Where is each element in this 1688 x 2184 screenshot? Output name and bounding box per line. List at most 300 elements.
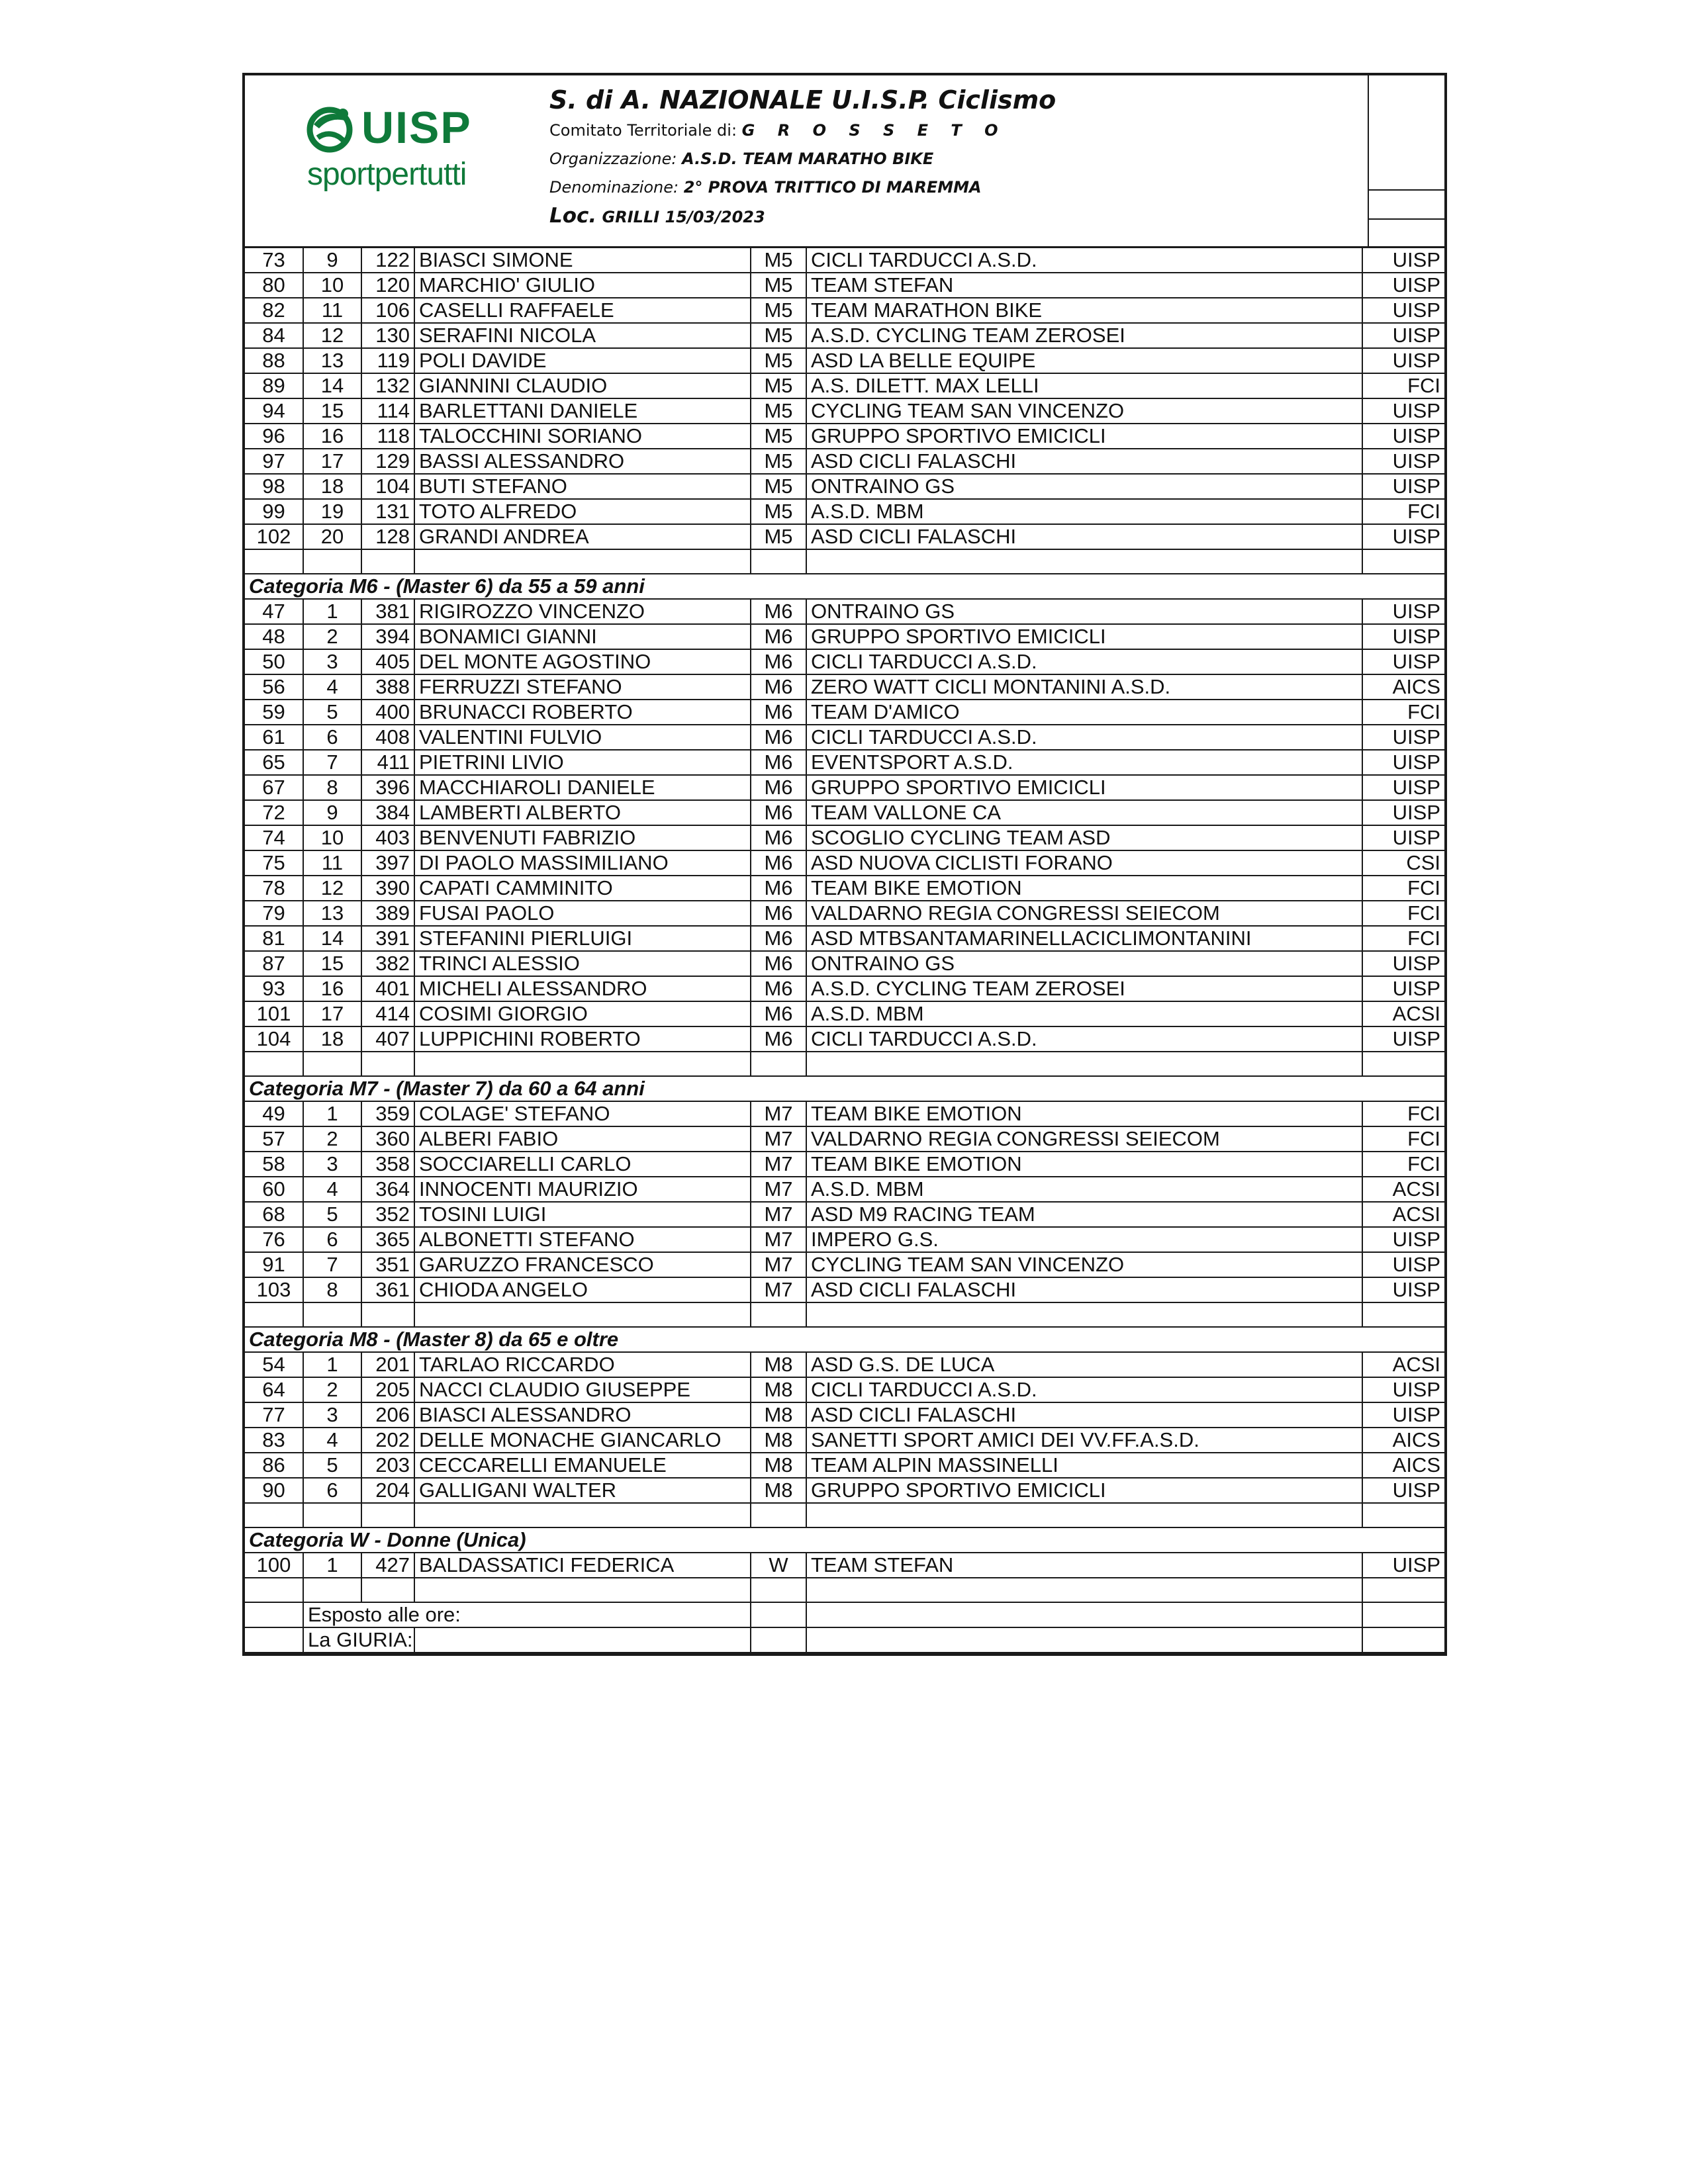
athlete-name: DEL MONTE AGOSTINO <box>414 649 751 674</box>
bib-number: 202 <box>361 1428 414 1453</box>
pos-general: 93 <box>245 976 303 1001</box>
pos-general: 82 <box>245 298 303 323</box>
bib-number: 408 <box>361 725 414 750</box>
pos-general: 75 <box>245 850 303 876</box>
bib-number: 388 <box>361 674 414 700</box>
giuria-label: La GIURIA: <box>303 1627 414 1653</box>
ente: FCI <box>1362 1152 1444 1177</box>
table-row <box>245 348 1444 373</box>
team-name: GRUPPO SPORTIVO EMICICLI <box>806 1478 1362 1503</box>
pos-general: 87 <box>245 951 303 976</box>
pos-general: 101 <box>245 1001 303 1026</box>
pos-category: 7 <box>303 750 361 775</box>
blank-cell <box>1362 1578 1444 1602</box>
table-row <box>245 1202 1444 1227</box>
table-row <box>245 1101 1444 1126</box>
organizzazione-line <box>549 145 1056 173</box>
loc-value: GRILLI 15/03/2023 <box>596 208 765 226</box>
bib-number: 411 <box>361 750 414 775</box>
pos-category: 5 <box>303 1202 361 1227</box>
pos-general: 57 <box>245 1126 303 1152</box>
denominazione-line <box>549 173 1056 202</box>
table-row <box>245 1126 1444 1152</box>
athlete-name: CECCARELLI EMANUELE <box>414 1453 751 1478</box>
pos-general: 65 <box>245 750 303 775</box>
team-name: TEAM BIKE EMOTION <box>806 1152 1362 1177</box>
athlete-name: BRUNACCI ROBERTO <box>414 700 751 725</box>
pos-category: 16 <box>303 424 361 449</box>
header-right-box <box>1368 75 1444 246</box>
table-row <box>245 1277 1444 1302</box>
category-title: Categoria W - Donne (Unica) <box>245 1527 1444 1553</box>
table-row <box>245 1152 1444 1177</box>
blank-cell <box>245 549 303 574</box>
category-code: M7 <box>751 1227 806 1252</box>
pos-general: 56 <box>245 674 303 700</box>
athlete-name: SOCCIARELLI CARLO <box>414 1152 751 1177</box>
category-code: M6 <box>751 850 806 876</box>
table-row <box>245 674 1444 700</box>
athlete-name: NACCI CLAUDIO GIUSEPPE <box>414 1377 751 1402</box>
ente: UISP <box>1362 248 1444 273</box>
blank-cell <box>361 549 414 574</box>
category-code: M5 <box>751 398 806 424</box>
pos-general: 100 <box>245 1553 303 1578</box>
pos-category: 17 <box>303 1001 361 1026</box>
ente: UISP <box>1362 976 1444 1001</box>
athlete-name: TALOCCHINI SORIANO <box>414 424 751 449</box>
pos-general: 77 <box>245 1402 303 1428</box>
bib-number: 403 <box>361 825 414 850</box>
pos-category: 18 <box>303 474 361 499</box>
athlete-name: MARCHIO' GIULIO <box>414 273 751 298</box>
team-name: CICLI TARDUCCI A.S.D. <box>806 649 1362 674</box>
team-name: TEAM BIKE EMOTION <box>806 876 1362 901</box>
pos-general: 50 <box>245 649 303 674</box>
bib-number: 129 <box>361 449 414 474</box>
category-code: M7 <box>751 1126 806 1152</box>
table-row <box>245 825 1444 850</box>
bib-number: 381 <box>361 599 414 624</box>
blank-row <box>245 549 1444 574</box>
athlete-name: TARLAO RICCARDO <box>414 1352 751 1377</box>
category-code: M6 <box>751 901 806 926</box>
team-name: CICLI TARDUCCI A.S.D. <box>806 725 1362 750</box>
athlete-name: BARLETTANI DANIELE <box>414 398 751 424</box>
blank-cell <box>1362 549 1444 574</box>
blank-cell <box>1362 1302 1444 1327</box>
team-name: TEAM BIKE EMOTION <box>806 1101 1362 1126</box>
bib-number: 104 <box>361 474 414 499</box>
table-row <box>245 1402 1444 1428</box>
athlete-name: GIANNINI CLAUDIO <box>414 373 751 398</box>
team-name: IMPERO G.S. <box>806 1227 1362 1252</box>
team-name: ASD CICLI FALASCHI <box>806 1277 1362 1302</box>
ente: ACSI <box>1362 1001 1444 1026</box>
category-code: M6 <box>751 649 806 674</box>
ente: UISP <box>1362 273 1444 298</box>
category-header-row <box>245 1327 1444 1352</box>
athlete-name: BUTI STEFANO <box>414 474 751 499</box>
pos-category: 14 <box>303 926 361 951</box>
ente: UISP <box>1362 775 1444 800</box>
ente: UISP <box>1362 951 1444 976</box>
blank-cell <box>806 1302 1362 1327</box>
category-code: M5 <box>751 348 806 373</box>
bib-number: 206 <box>361 1402 414 1428</box>
table-row <box>245 1428 1444 1453</box>
athlete-name: ALBERI FABIO <box>414 1126 751 1152</box>
team-name: ZERO WATT CICLI MONTANINI A.S.D. <box>806 674 1362 700</box>
bib-number: 106 <box>361 298 414 323</box>
team-name: CICLI TARDUCCI A.S.D. <box>806 1377 1362 1402</box>
bib-number: 128 <box>361 524 414 549</box>
blank-cell <box>1362 1602 1444 1627</box>
table-row <box>245 599 1444 624</box>
bib-number: 391 <box>361 926 414 951</box>
team-name: CICLI TARDUCCI A.S.D. <box>806 1026 1362 1052</box>
bib-number: 130 <box>361 323 414 348</box>
pos-category: 3 <box>303 649 361 674</box>
ente: UISP <box>1362 323 1444 348</box>
athlete-name: PIETRINI LIVIO <box>414 750 751 775</box>
blank-cell <box>303 549 361 574</box>
bib-number: 114 <box>361 398 414 424</box>
category-code: M6 <box>751 825 806 850</box>
bib-number: 390 <box>361 876 414 901</box>
category-code: M8 <box>751 1428 806 1453</box>
bib-number: 358 <box>361 1152 414 1177</box>
results-sheet <box>242 73 1447 1656</box>
bib-number: 405 <box>361 649 414 674</box>
team-name: ASD MTBSANTAMARINELLACICLIMONTANINI <box>806 926 1362 951</box>
pos-general: 58 <box>245 1152 303 1177</box>
category-title: Categoria M7 - (Master 7) da 60 a 64 anni <box>245 1076 1444 1101</box>
category-code: M6 <box>751 1001 806 1026</box>
category-code: M6 <box>751 976 806 1001</box>
table-row <box>245 926 1444 951</box>
bib-number: 131 <box>361 499 414 524</box>
category-title: Categoria M8 - (Master 8) da 65 e oltre <box>245 1327 1444 1352</box>
bib-number: 389 <box>361 901 414 926</box>
table-row <box>245 725 1444 750</box>
athlete-name: LAMBERTI ALBERTO <box>414 800 751 825</box>
athlete-name: MICHELI ALESSANDRO <box>414 976 751 1001</box>
pos-general: 67 <box>245 775 303 800</box>
category-code: M7 <box>751 1202 806 1227</box>
table-row <box>245 273 1444 298</box>
denominazione-value: 2° PROVA TRITTICO DI MAREMMA <box>683 178 982 197</box>
bib-number: 365 <box>361 1227 414 1252</box>
table-row <box>245 850 1444 876</box>
team-name: ASD LA BELLE EQUIPE <box>806 348 1362 373</box>
ente: CSI <box>1362 850 1444 876</box>
table-row <box>245 775 1444 800</box>
pos-general: 73 <box>245 248 303 273</box>
team-name: A.S.D. MBM <box>806 499 1362 524</box>
blank-cell <box>414 1503 751 1527</box>
team-name: GRUPPO SPORTIVO EMICICLI <box>806 624 1362 649</box>
category-code: M6 <box>751 725 806 750</box>
table-row <box>245 901 1444 926</box>
pos-general: 96 <box>245 424 303 449</box>
category-code: M6 <box>751 599 806 624</box>
results-body <box>245 248 1444 1653</box>
team-name: CYCLING TEAM SAN VINCENZO <box>806 1252 1362 1277</box>
blank-row <box>245 1503 1444 1527</box>
ente: UISP <box>1362 649 1444 674</box>
pos-category: 15 <box>303 951 361 976</box>
pos-category: 13 <box>303 901 361 926</box>
pos-general: 47 <box>245 599 303 624</box>
team-name: TEAM D'AMICO <box>806 700 1362 725</box>
ente: UISP <box>1362 424 1444 449</box>
table-row <box>245 524 1444 549</box>
category-code: M6 <box>751 624 806 649</box>
pos-general: 68 <box>245 1202 303 1227</box>
pos-category: 5 <box>303 1453 361 1478</box>
category-code: M6 <box>751 926 806 951</box>
ente: UISP <box>1362 1026 1444 1052</box>
ente: UISP <box>1362 624 1444 649</box>
ente: FCI <box>1362 700 1444 725</box>
athlete-name: GRANDI ANDREA <box>414 524 751 549</box>
pos-general: 54 <box>245 1352 303 1377</box>
blank-cell <box>361 1578 414 1602</box>
blank-cell <box>1362 1052 1444 1076</box>
team-name: CICLI TARDUCCI A.S.D. <box>806 248 1362 273</box>
table-row <box>245 1177 1444 1202</box>
team-name: TEAM STEFAN <box>806 273 1362 298</box>
pos-category: 3 <box>303 1152 361 1177</box>
bib-number: 384 <box>361 800 414 825</box>
team-name: TEAM STEFAN <box>806 1553 1362 1578</box>
category-header-row <box>245 574 1444 599</box>
category-code: M8 <box>751 1352 806 1377</box>
ente: UISP <box>1362 825 1444 850</box>
organizzazione-label: Organizzazione: <box>549 150 682 168</box>
blank-cell <box>751 1052 806 1076</box>
bib-number: 122 <box>361 248 414 273</box>
bib-number: 118 <box>361 424 414 449</box>
pos-category: 4 <box>303 1177 361 1202</box>
team-name: ASD CICLI FALASCHI <box>806 1402 1362 1428</box>
athlete-name: BIASCI ALESSANDRO <box>414 1402 751 1428</box>
table-row <box>245 624 1444 649</box>
pos-general: 60 <box>245 1177 303 1202</box>
athlete-name: FUSAI PAOLO <box>414 901 751 926</box>
athlete-name: CAPATI CAMMINITO <box>414 876 751 901</box>
ente: UISP <box>1362 1227 1444 1252</box>
blank-cell <box>414 549 751 574</box>
team-name: ASD G.S. DE LUCA <box>806 1352 1362 1377</box>
table-row <box>245 1453 1444 1478</box>
pos-general: 48 <box>245 624 303 649</box>
pos-category: 16 <box>303 976 361 1001</box>
bib-number: 352 <box>361 1202 414 1227</box>
blank-row <box>245 1302 1444 1327</box>
table-row <box>245 1026 1444 1052</box>
category-code: M5 <box>751 524 806 549</box>
bib-number: 204 <box>361 1478 414 1503</box>
ente: FCI <box>1362 926 1444 951</box>
team-name: ONTRAINO GS <box>806 599 1362 624</box>
ente: UISP <box>1362 474 1444 499</box>
bib-number: 396 <box>361 775 414 800</box>
bib-number: 119 <box>361 348 414 373</box>
category-code: M6 <box>751 876 806 901</box>
blank-cell <box>361 1052 414 1076</box>
bib-number: 359 <box>361 1101 414 1126</box>
team-name: TEAM MARATHON BIKE <box>806 298 1362 323</box>
blank-cell <box>303 1578 361 1602</box>
pos-general: 79 <box>245 901 303 926</box>
logo-tagline: sportpertutti <box>307 157 467 192</box>
pos-category: 12 <box>303 323 361 348</box>
blank-cell <box>245 1302 303 1327</box>
table-row <box>245 976 1444 1001</box>
blank-cell <box>806 1627 1362 1653</box>
team-name: ASD NUOVA CICLISTI FORANO <box>806 850 1362 876</box>
category-code: M6 <box>751 800 806 825</box>
comitato-value: G R O S S E T O <box>741 121 1007 140</box>
team-name: VALDARNO REGIA CONGRESSI SEIECOM <box>806 1126 1362 1152</box>
blank-cell <box>806 1503 1362 1527</box>
pos-category: 1 <box>303 1352 361 1377</box>
ente: FCI <box>1362 876 1444 901</box>
athlete-name: MACCHIAROLI DANIELE <box>414 775 751 800</box>
ente: ACSI <box>1362 1352 1444 1377</box>
blank-cell <box>361 1302 414 1327</box>
team-name: ONTRAINO GS <box>806 474 1362 499</box>
category-code: M7 <box>751 1252 806 1277</box>
category-code: M5 <box>751 499 806 524</box>
pos-general: 78 <box>245 876 303 901</box>
pos-category: 11 <box>303 850 361 876</box>
bib-number: 382 <box>361 951 414 976</box>
pos-category: 12 <box>303 876 361 901</box>
ente: UISP <box>1362 725 1444 750</box>
pos-general: 98 <box>245 474 303 499</box>
category-code: M6 <box>751 775 806 800</box>
ente: UISP <box>1362 1377 1444 1402</box>
blank-cell <box>303 1503 361 1527</box>
sheet-header <box>245 75 1444 248</box>
pos-category: 17 <box>303 449 361 474</box>
pos-category: 6 <box>303 725 361 750</box>
denominazione-label: Denominazione: <box>549 178 684 197</box>
team-name: ASD M9 RACING TEAM <box>806 1202 1362 1227</box>
page-title: S. di A. NAZIONALE U.I.S.P. Ciclismo <box>549 85 1056 114</box>
athlete-name: BASSI ALESSANDRO <box>414 449 751 474</box>
giuria-row <box>245 1627 1444 1653</box>
ente: FCI <box>1362 1126 1444 1152</box>
blank-cell <box>414 1627 751 1653</box>
athlete-name: FERRUZZI STEFANO <box>414 674 751 700</box>
athlete-name: CHIODA ANGELO <box>414 1277 751 1302</box>
athlete-name: VALENTINI FULVIO <box>414 725 751 750</box>
team-name: VALDARNO REGIA CONGRESSI SEIECOM <box>806 901 1362 926</box>
athlete-name: STEFANINI PIERLUIGI <box>414 926 751 951</box>
athlete-name: BALDASSATICI FEDERICA <box>414 1553 751 1578</box>
table-row <box>245 499 1444 524</box>
pos-category: 4 <box>303 674 361 700</box>
pos-category: 15 <box>303 398 361 424</box>
pos-category: 5 <box>303 700 361 725</box>
bib-number: 427 <box>361 1553 414 1578</box>
blank-cell <box>806 549 1362 574</box>
ente: UISP <box>1362 449 1444 474</box>
category-code: M5 <box>751 248 806 273</box>
team-name: CYCLING TEAM SAN VINCENZO <box>806 398 1362 424</box>
pos-general: 83 <box>245 1428 303 1453</box>
ente: ACSI <box>1362 1202 1444 1227</box>
athlete-name: GALLIGANI WALTER <box>414 1478 751 1503</box>
blank-cell <box>361 1503 414 1527</box>
athlete-name: TOTO ALFREDO <box>414 499 751 524</box>
team-name: A.S.D. MBM <box>806 1177 1362 1202</box>
ente: FCI <box>1362 901 1444 926</box>
blank-cell <box>806 1578 1362 1602</box>
category-code: M7 <box>751 1101 806 1126</box>
bib-number: 397 <box>361 850 414 876</box>
athlete-name: CASELLI RAFFAELE <box>414 298 751 323</box>
team-name: GRUPPO SPORTIVO EMICICLI <box>806 424 1362 449</box>
logo-brand: UISP <box>361 103 472 153</box>
bib-number: 351 <box>361 1252 414 1277</box>
category-code: M5 <box>751 298 806 323</box>
comitato-label: Comitato Territoriale di: <box>549 121 742 140</box>
organizzazione-value: A.S.D. TEAM MARATHO BIKE <box>682 150 934 168</box>
team-name: SCOGLIO CYCLING TEAM ASD <box>806 825 1362 850</box>
team-name: ASD CICLI FALASCHI <box>806 524 1362 549</box>
header-text <box>549 83 1056 231</box>
category-header-row <box>245 1527 1444 1553</box>
pos-general: 94 <box>245 398 303 424</box>
pos-general: 61 <box>245 725 303 750</box>
pos-general: 81 <box>245 926 303 951</box>
athlete-name: BIASCI SIMONE <box>414 248 751 273</box>
bib-number: 414 <box>361 1001 414 1026</box>
uisp-logo <box>305 102 503 195</box>
athlete-name: DI PAOLO MASSIMILIANO <box>414 850 751 876</box>
ente: UISP <box>1362 348 1444 373</box>
pos-general: 64 <box>245 1377 303 1402</box>
bib-number: 205 <box>361 1377 414 1402</box>
ente: UISP <box>1362 524 1444 549</box>
table-row <box>245 373 1444 398</box>
athlete-name: TOSINI LUIGI <box>414 1202 751 1227</box>
ente: ACSI <box>1362 1177 1444 1202</box>
blank-cell <box>414 1578 751 1602</box>
table-row <box>245 1478 1444 1503</box>
category-code: M5 <box>751 273 806 298</box>
category-code: M6 <box>751 951 806 976</box>
cyclist-icon <box>305 105 357 152</box>
team-name: EVENTSPORT A.S.D. <box>806 750 1362 775</box>
pos-category: 1 <box>303 1101 361 1126</box>
pos-category: 2 <box>303 624 361 649</box>
ente: UISP <box>1362 1252 1444 1277</box>
category-code: M5 <box>751 373 806 398</box>
pos-category: 9 <box>303 800 361 825</box>
category-code: M8 <box>751 1402 806 1428</box>
table-row <box>245 1352 1444 1377</box>
category-code: M7 <box>751 1277 806 1302</box>
athlete-name: INNOCENTI MAURIZIO <box>414 1177 751 1202</box>
pos-general: 99 <box>245 499 303 524</box>
category-title: Categoria M6 - (Master 6) da 55 a 59 anni <box>245 574 1444 599</box>
